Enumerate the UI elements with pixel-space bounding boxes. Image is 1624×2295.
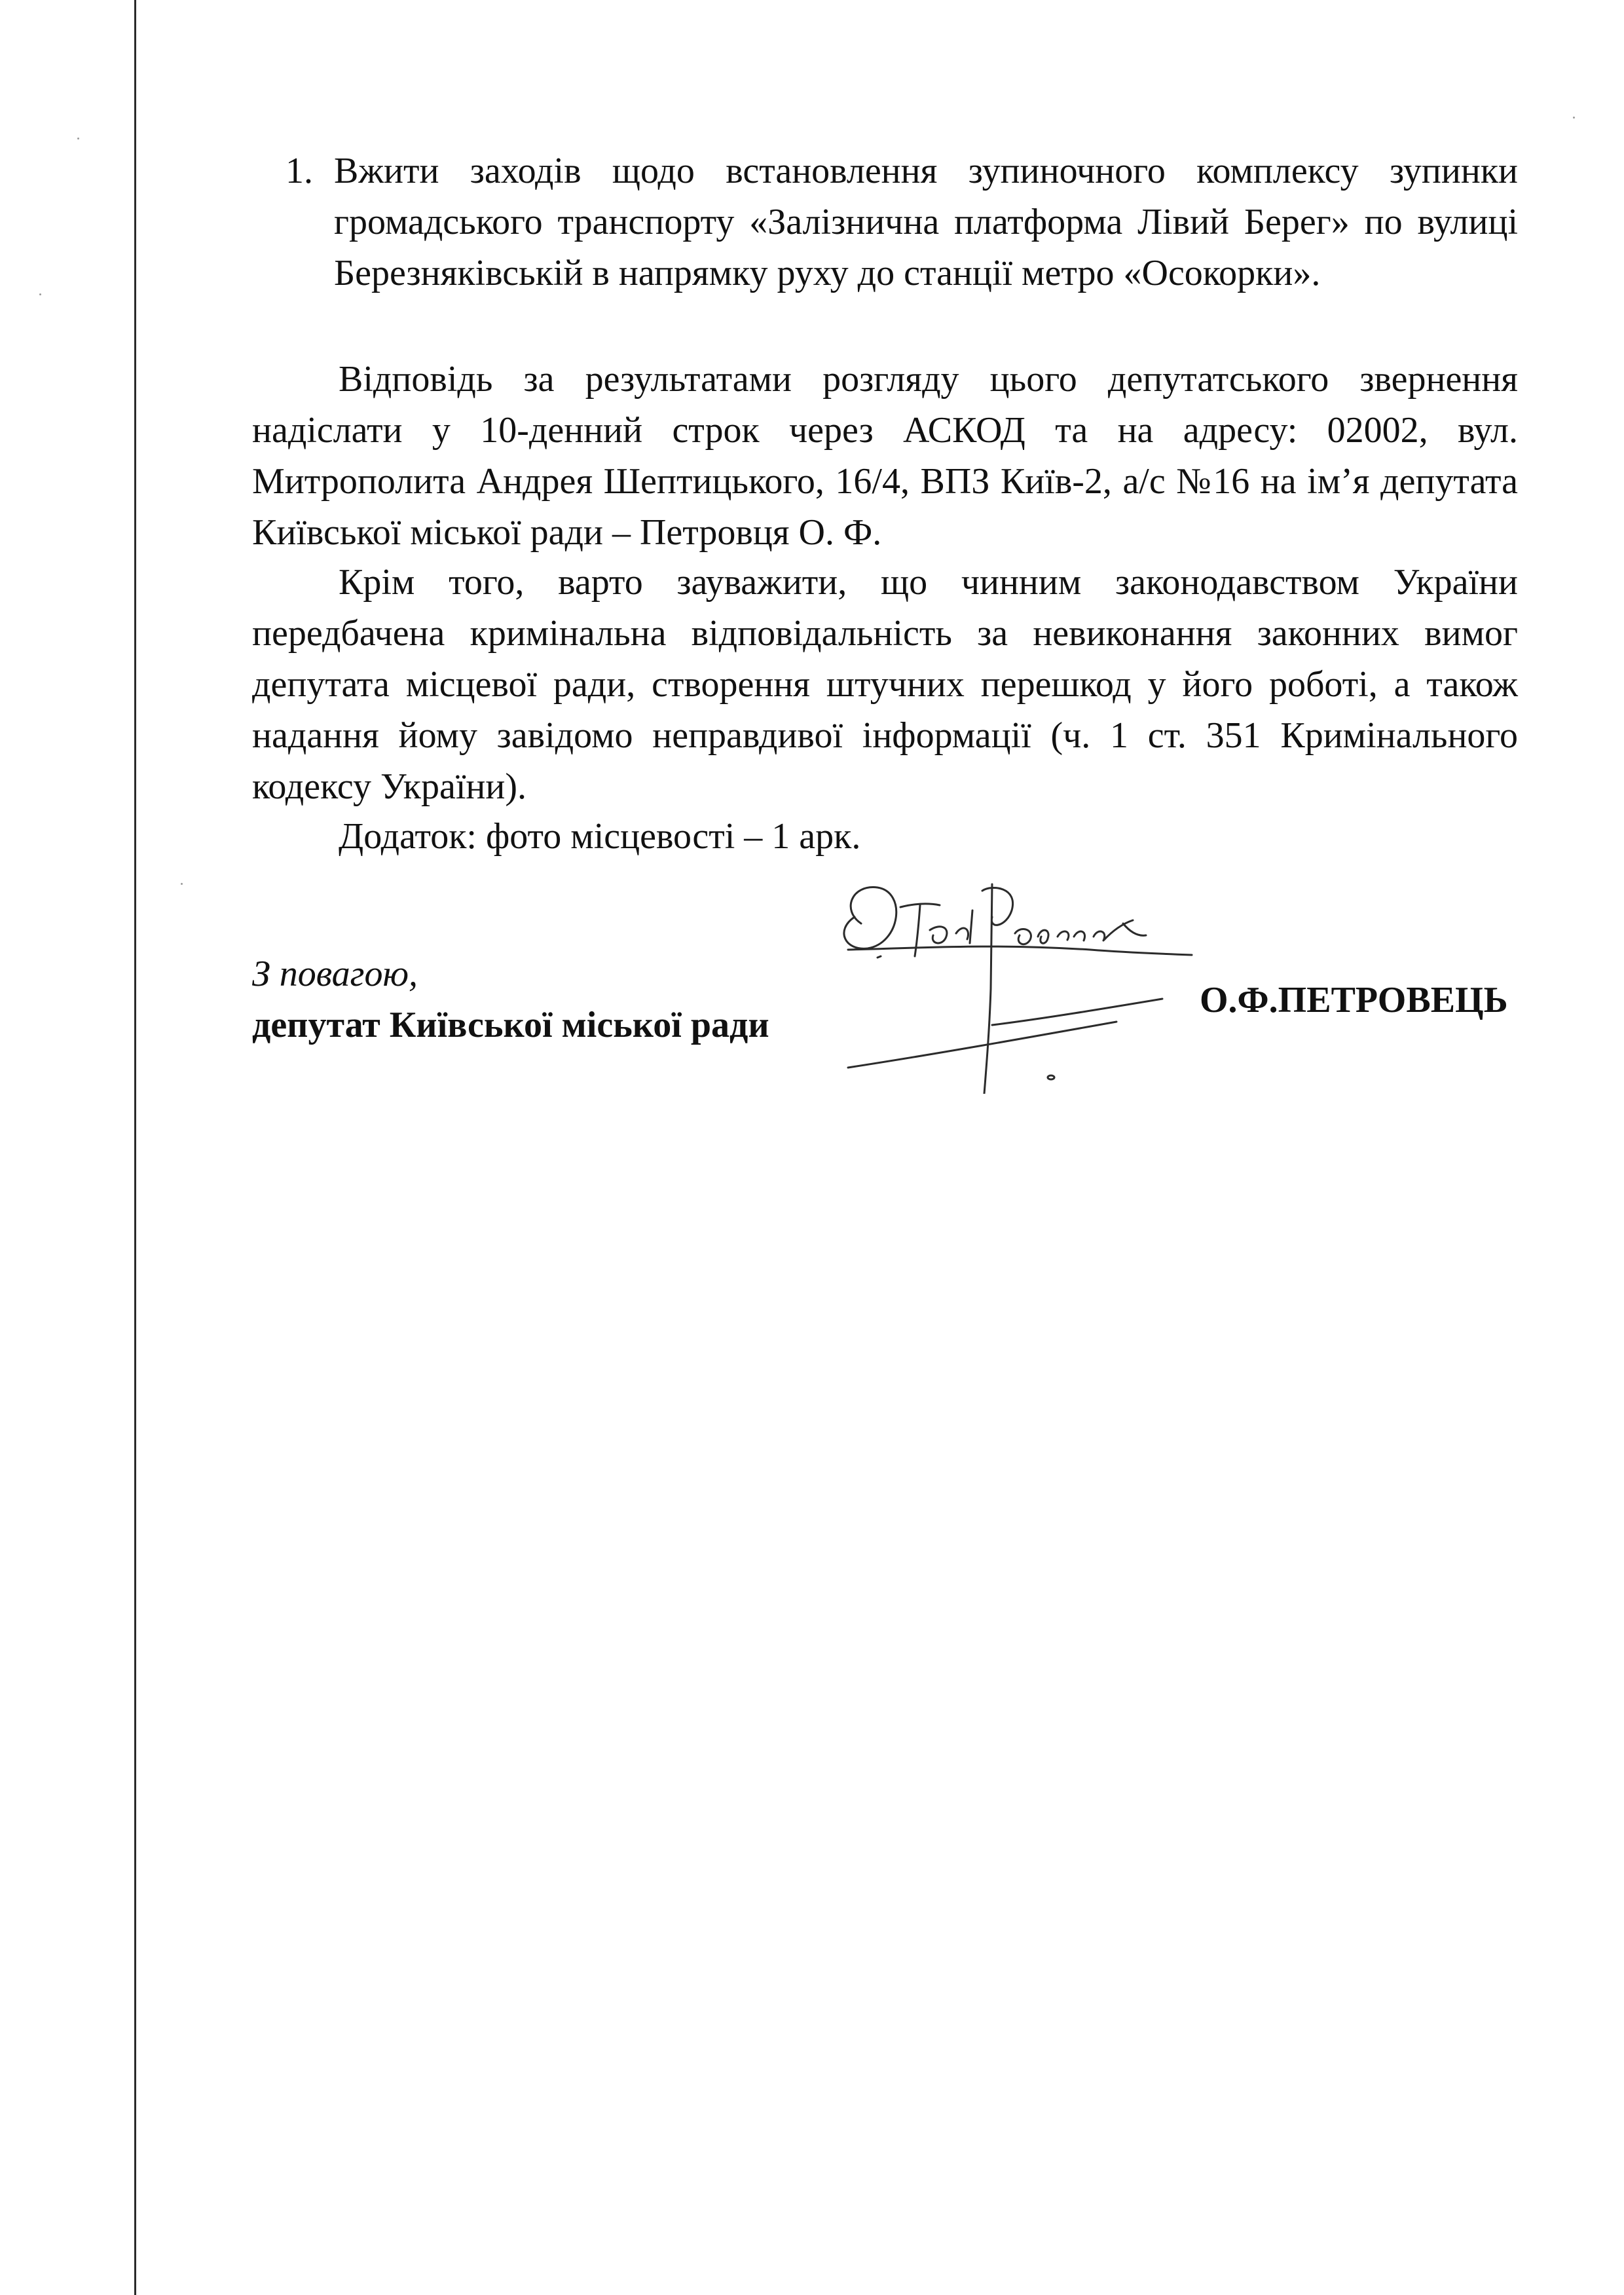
attachment-paragraph: Додаток: фото місцевості – 1 арк. [339, 816, 861, 857]
scan-speck [1573, 117, 1575, 119]
response-paragraph: Відповідь за результатами розгляду цього депутатського звернення надіслати у 10-денний строк через АСКОД та на адресу: 02002, вул. Митрополита Андрея Шептицького, 16/4, ВПЗ Київ-2, а/с №16 на ім’я депутата Київської міської ради – Петровця О. Ф. [252, 359, 1518, 553]
signer-name: О.Ф.ПЕТРОВЕЦЬ [1200, 980, 1508, 1020]
left-margin-rule [134, 0, 136, 2295]
closing-title: депутат Київської міської ради [252, 1005, 769, 1045]
handwritten-signature [815, 871, 1221, 1094]
closing-block [252, 948, 769, 1051]
list-number: 1. [286, 151, 313, 191]
closing-greeting: З повагою, [252, 954, 418, 994]
scan-speck [39, 293, 41, 295]
liability-paragraph: Крім того, варто зауважити, що чинним законодавством України передбачена кримінальна відповідальність за невиконання законних вимог депутата місцевої ради, створення штучних перешкод у його роботі, а також надання йому завідомо неправдивої інформації (ч. 1 ст. 351 Кримінального кодексу України). [252, 562, 1518, 807]
list-item-text: Вжити заходів щодо встановлення зупиночного комплексу зупинки громадського транспорту «Залізнична платформа Лівий Берег» по вулиці Березняківській в напрямку руху до станції метро «Осокорки». [334, 151, 1518, 293]
scan-speck [181, 883, 183, 885]
scan-speck [77, 138, 79, 140]
list-item [287, 145, 1518, 299]
